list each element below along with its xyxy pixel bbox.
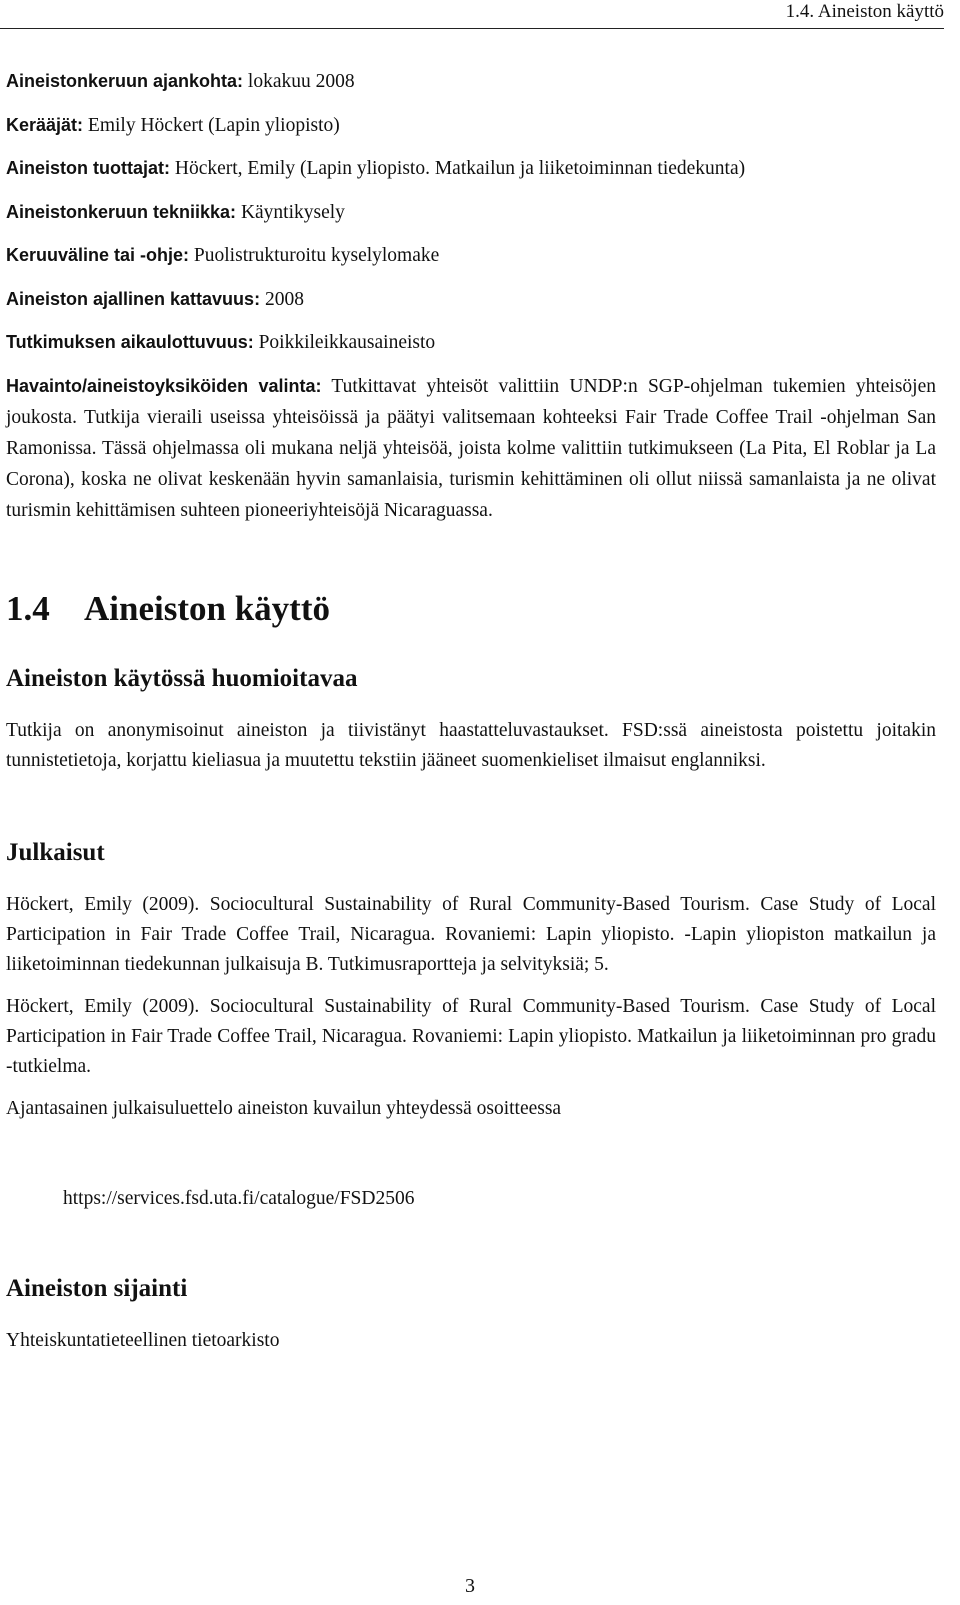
field-label: Tutkimuksen aikaulottuvuus: <box>6 332 254 352</box>
publication-item: Höckert, Emily (2009). Sociocultural Sustainability of Rural Community-Based Tourism. Case Study of Local Participation in Fair Trade Coffee Trail, Nicaragua. Rovaniemi: Lapin yliopisto. Matkailun ja liiketoiminnan pro gradu -tutkielma. <box>6 995 936 1077</box>
publication-item: Höckert, Emily (2009). Sociocultural Sustainability of Rural Community-Based Tourism. Case Study of Local Participation in Fair Trade Coffee Trail, Nicaragua. Rovaniemi: Lapin yliopisto. -Lapin yliopiston matkailun ja liiketoiminnan tiedekunnan julkaisuja B. Tutkimusraportteja ja selvityksiä; 5. <box>6 893 936 975</box>
running-header <box>0 0 944 29</box>
field-value: Puolistrukturoitu kyselylomake <box>193 245 440 266</box>
field-label: Havainto/aineistoyksiköiden valinta: <box>6 375 322 396</box>
field-label: Kerääjät: <box>6 114 84 135</box>
section-title-text: Aineiston käyttö <box>84 588 330 628</box>
section-title <box>6 589 936 629</box>
field-instrument <box>6 240 936 271</box>
document-body <box>6 66 936 1356</box>
location-text: Yhteiskuntatieteellinen tietoarkisto <box>6 1329 280 1351</box>
field-collection-technique <box>6 197 936 228</box>
field-value: Emily Höckert (Lapin yliopisto) <box>87 114 340 136</box>
field-value: Höckert, Emily (Lapin yliopisto. Matkailun ja liiketoiminnan tiedekunta) <box>174 158 746 179</box>
field-collection-date <box>6 66 936 97</box>
publications-note: Ajantasainen julkaisuluettelo aineiston kuvailun yhteydessä osoitteessa <box>6 1097 562 1119</box>
field-temporal-coverage <box>6 284 936 315</box>
field-label: Aineiston tuottajat: <box>6 158 170 178</box>
page-number: 3 <box>465 1575 475 1597</box>
field-label: Aineistonkeruun tekniikka: <box>6 201 237 222</box>
field-label: Aineistonkeruun ajankohta: <box>6 71 244 91</box>
field-sampling <box>6 371 936 526</box>
section-number: 1.4 <box>6 588 50 628</box>
field-value: Käyntikysely <box>240 201 345 223</box>
field-value: 2008 <box>264 288 304 310</box>
field-time-dimension <box>6 327 936 358</box>
usage-heading: Aineiston käytössä huomioitavaa <box>6 664 358 692</box>
field-label: Keruuväline tai -ohje: <box>6 245 190 265</box>
field-value: Tutkittavat yhteisöt valittiin UNDP:n SGP-ohjelman tukemien yhteisöjen joukosta. Tutkija vieraili useissa yhteisöissä ja päätyi valitsemaan kohteeksi Fair Trade Coffee Trail -ohjelman San Ramonissa. Tässä ohjelmassa oli mukana neljä yhteisöä, joista kolme valittiin tutkimukseen (La Pita, El Roblar ja La Corona), koska ne olivat keskenään hyvin samanlaisia, turismin kehittäminen oli ollut niissä samanlaista ja ne olivat turismin kehittämisen suhteen pioneeriyhteisöjä Nicaraguassa. <box>6 375 936 521</box>
field-value: lokakuu 2008 <box>247 71 355 92</box>
running-header-title: 1.4. Aineiston käyttö <box>785 1 944 22</box>
usage-text: Tutkija on anonymisoinut aineiston ja tiivistänyt haastatteluvastaukset. FSD:ssä aineistosta poistettu joitakin tunnistetietoja, korjattu kieliasua ja muutettu tekstiin jääneet suomenkieliset ilmaisut englanniksi. <box>6 719 936 771</box>
field-producers <box>6 153 936 184</box>
location-heading: Aineiston sijainti <box>6 1274 188 1302</box>
catalogue-url-link[interactable]: https://services.fsd.uta.fi/catalogue/FSD2506 <box>63 1187 415 1209</box>
field-collectors <box>6 110 936 141</box>
publications-heading: Julkaisut <box>6 838 105 866</box>
field-value: Poikkileikkausaineisto <box>258 332 436 353</box>
field-label: Aineiston ajallinen kattavuus: <box>6 288 261 309</box>
